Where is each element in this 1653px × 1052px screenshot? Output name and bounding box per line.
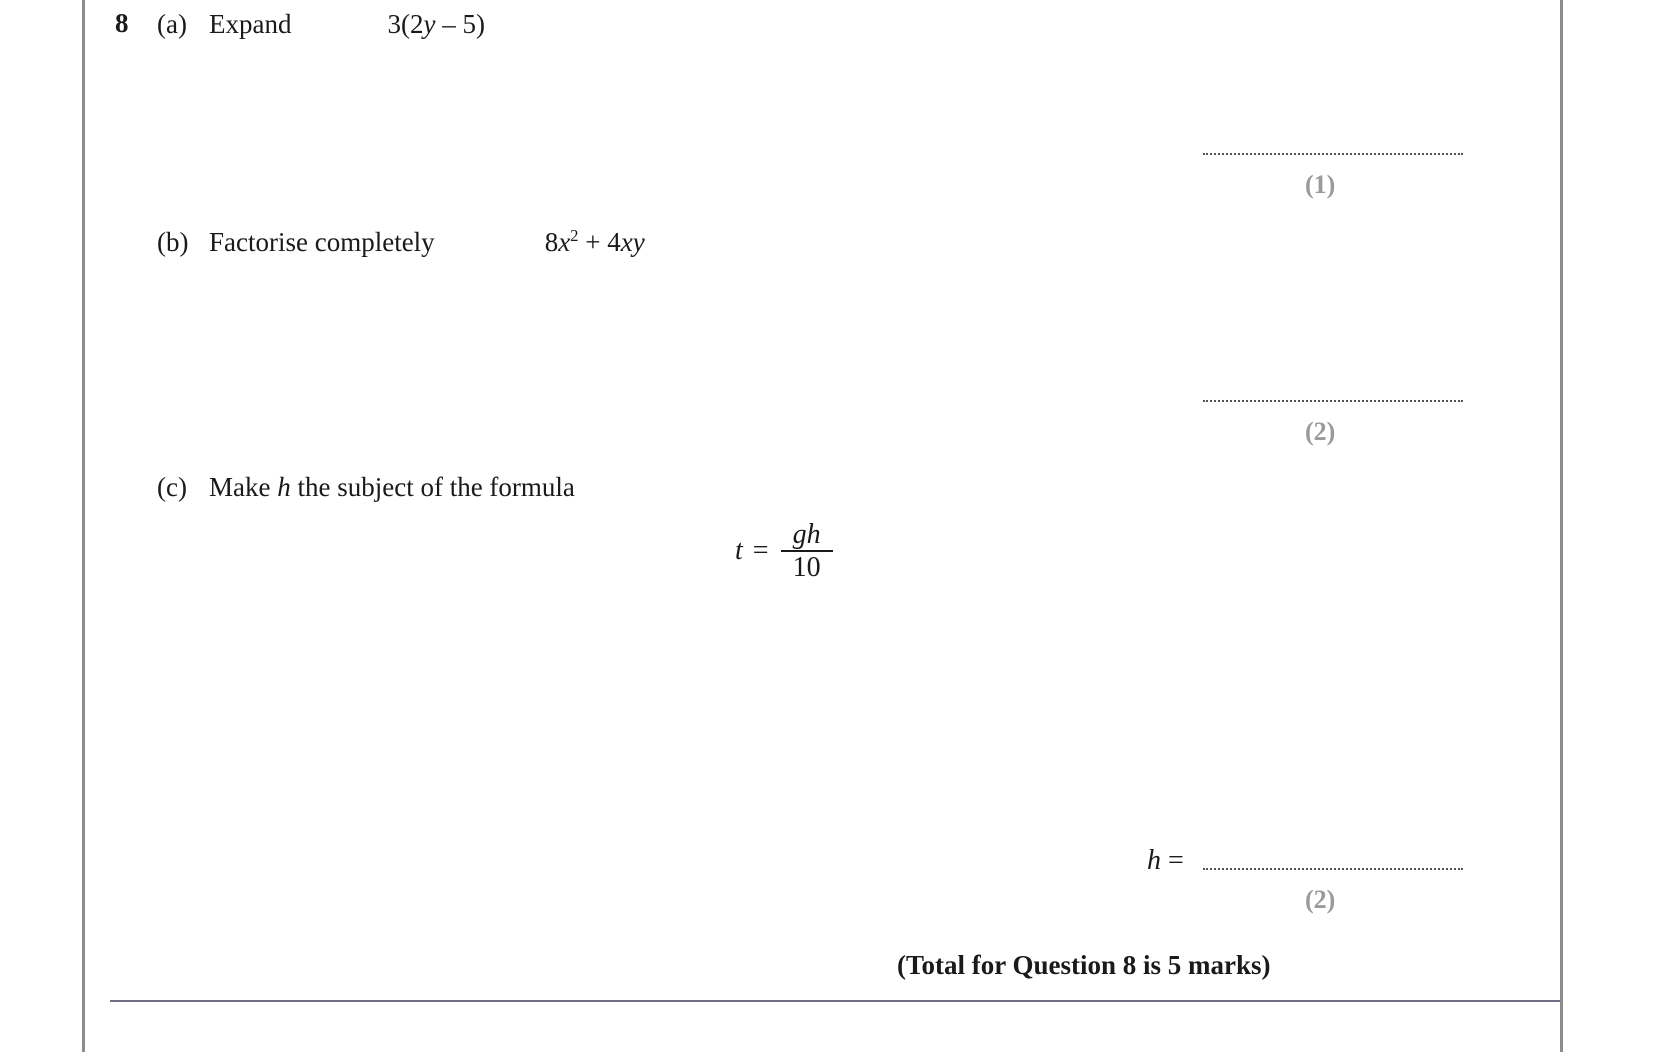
part-c-text-after: the subject of the formula	[290, 472, 575, 502]
formula-fraction	[781, 520, 833, 583]
part-c-label: (c)	[157, 472, 187, 502]
part-a-expr-suffix: – 5)	[435, 9, 485, 39]
answer-line-b[interactable]	[1203, 400, 1463, 402]
question-total-note: (Total for Question 8 is 5 marks)	[897, 950, 1271, 980]
formula-display	[735, 520, 833, 583]
question-part-a	[157, 10, 485, 40]
question-content	[85, 0, 1560, 1052]
part-a-label: (a)	[157, 9, 187, 39]
formula-lhs: t	[735, 535, 743, 567]
part-b-expr-var2: xy	[620, 227, 645, 257]
answer-prefix-c	[1147, 845, 1184, 877]
part-a-expr-prefix: 3(2	[387, 9, 424, 39]
marks-a: (1)	[1305, 170, 1336, 199]
marks-b: (2)	[1305, 417, 1336, 446]
part-a-text: Expand	[209, 9, 292, 39]
part-b-expr-coef: 8	[544, 227, 559, 257]
question-number: 8	[115, 8, 129, 38]
part-a-expression	[387, 10, 484, 40]
part-a-expr-var: y	[423, 9, 436, 39]
part-b-label: (b)	[157, 227, 189, 257]
bottom-divider	[110, 1000, 1560, 1002]
part-b-expr-var1: x	[558, 227, 571, 257]
question-part-c	[157, 473, 575, 503]
page-right-border	[1560, 0, 1563, 1052]
part-c-text	[209, 473, 575, 503]
answer-line-a[interactable]	[1203, 153, 1463, 155]
part-c-text-var: h	[277, 472, 291, 502]
part-c-text-before: Make	[209, 472, 278, 502]
question-part-b	[157, 228, 645, 258]
formula-denominator: 10	[792, 552, 821, 584]
part-b-expr-operator: + 4	[578, 227, 621, 257]
answer-prefix-var: h	[1147, 845, 1161, 876]
answer-prefix-equals: =	[1161, 845, 1184, 876]
answer-line-c[interactable]	[1203, 868, 1463, 870]
formula-numerator: gh	[792, 519, 821, 550]
part-b-text: Factorise completely	[209, 227, 435, 257]
part-b-expression	[545, 228, 645, 258]
formula-equals: =	[752, 535, 769, 567]
marks-c: (2)	[1305, 885, 1336, 914]
part-b-expr-power: 2	[570, 226, 579, 245]
